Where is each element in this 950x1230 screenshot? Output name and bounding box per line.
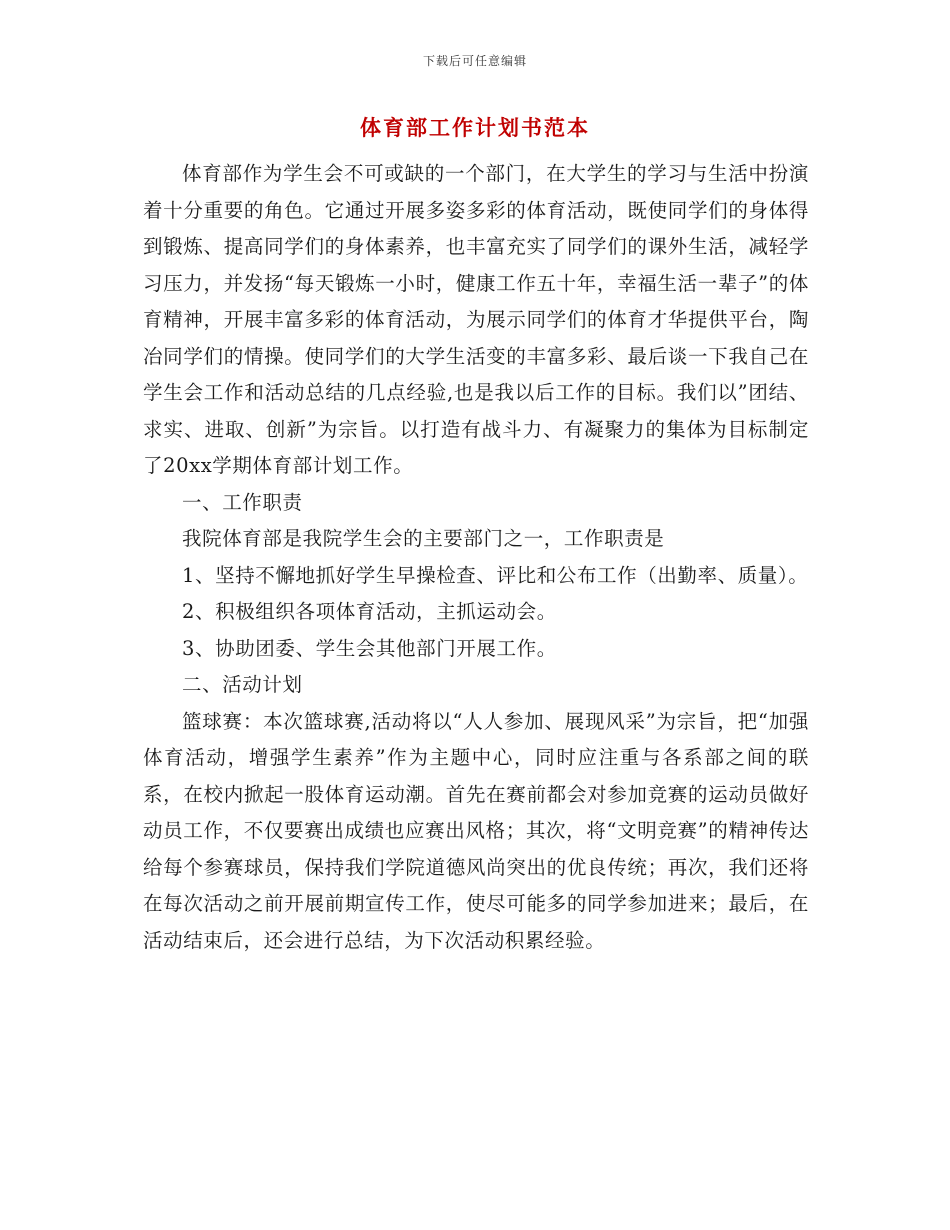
document-title: 体育部工作计划书范本	[360, 115, 590, 140]
section-heading-activities: 二、活动计划	[182, 673, 303, 696]
section-heading-duties: 一、工作职责	[182, 490, 303, 514]
duty-item-2: 2、积极组织各项体育活动，主抓运动会。	[182, 600, 557, 623]
duty-item-1: 1、坚持不懈地抓好学生早操检查、评比和公布工作（出勤率、质量）。	[182, 563, 809, 587]
document-body	[143, 156, 809, 959]
basketball-paragraph: 篮球赛：本次篮球赛,活动将以“人人参加、展现风采”为宗旨，把“加强体育活动，增强学生素养”作为主题中心，同时应注重与各系部之间的联系，在校内掀起一股体育运动潮。首先在赛前都会对参加竞赛的运动员做好动员工作，不仅要赛出成绩也应赛出风格；其次，将“文明竞赛”的精神传达给每个参赛球员，保持我们学院道德风尚突出的优良传统；再次，我们还将在每次活动之前开展前期宣传工作，使尽可能多的同学参加进来；最后，在活动结束后，还会进行总结，为下次活动积累经验。	[143, 709, 809, 952]
header-note: 下载后可任意编辑	[422, 54, 527, 68]
duty-item-3: 3、协助团委、学生会其他部门开展工作。	[182, 636, 557, 660]
intro-paragraph: 体育部作为学生会不可或缺的一个部门，在大学生的学习与生活中扮演着十分重要的角色。它通过开展多姿多彩的体育活动，既使同学们的身体得到锻炼、提高同学们的身体素养，也丰富充实了同学们的课外生活，减轻学习压力，并发扬“每天锻炼一小时，健康工作五十年，幸福生活一辈子”的体育精神，开展丰富多彩的体育活动，为展示同学们的体育才华提供平台，陶冶同学们的情操。使同学们的大学生活变的丰富多彩、最后谈一下我自己在学生会工作和活动总结的几点经验,也是我以后工作的目标。我们以”团结、求实、进取、创新”为宗旨。以打造有战斗力、有凝聚力的集体为目标制定了20xx学期体育部计划工作。	[143, 162, 809, 477]
duties-intro: 我院体育部是我院学生会的主要部门之一，工作职责是	[182, 527, 665, 550]
